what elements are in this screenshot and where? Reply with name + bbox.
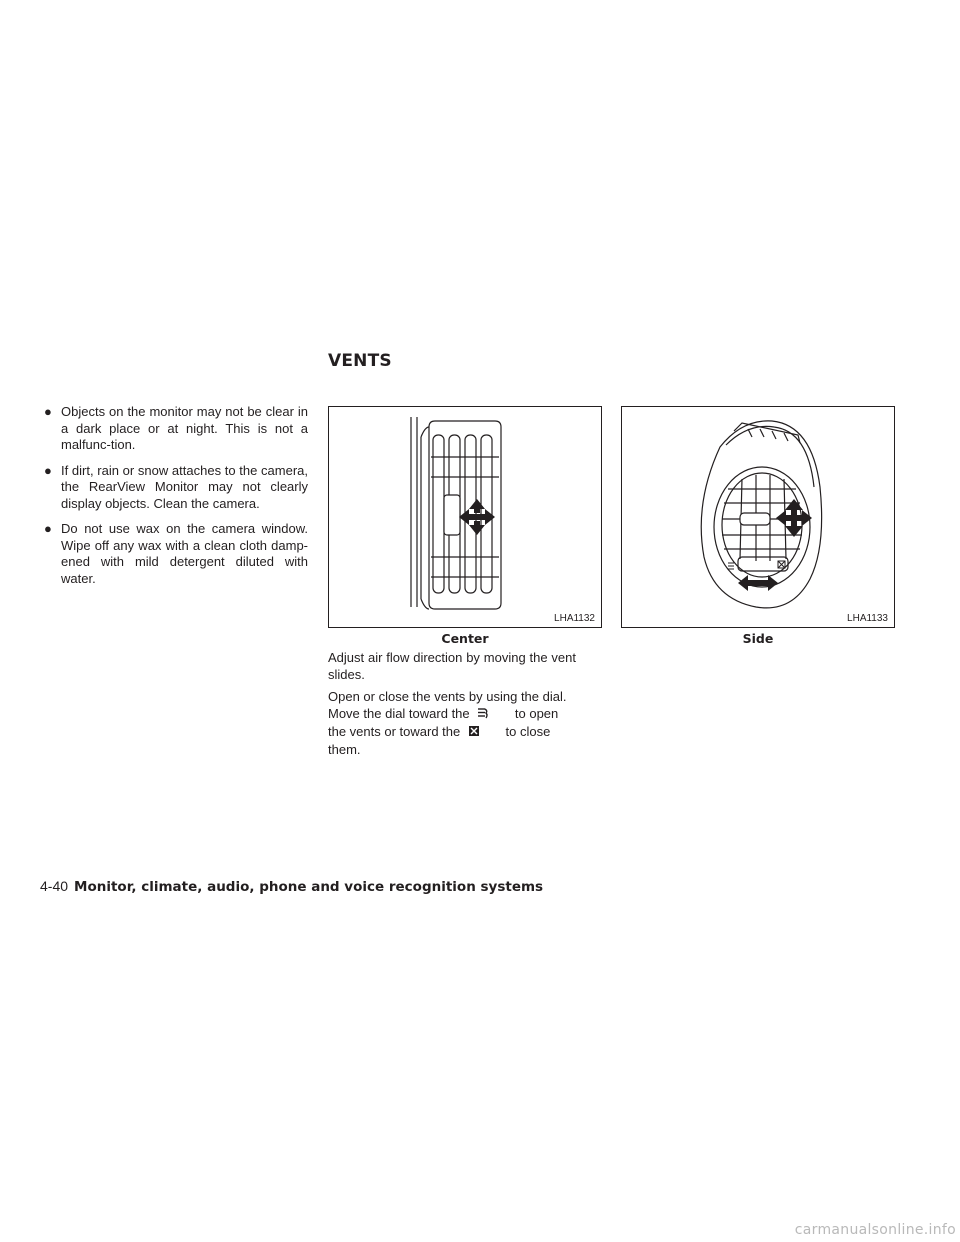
paragraph-adjust: Adjust air flow direction by moving the vent slides. — [328, 650, 576, 682]
list-item — [40, 521, 308, 587]
bullet-marker: ● — [44, 462, 52, 478]
bullet-marker: ● — [44, 404, 52, 419]
vent-close-icon — [468, 724, 480, 741]
page-footer — [40, 878, 543, 895]
figure-caption: Center — [441, 631, 489, 646]
figure-id: LHA1133 — [847, 613, 888, 624]
center-vent-illustration — [329, 407, 601, 627]
vent-open-icon — [477, 706, 489, 723]
list-item — [40, 463, 308, 513]
bullet-text: Objects on the monitor may not be clear in a dark place or at night. This is not a malfunc-tion. — [61, 404, 308, 452]
figure-caption: Side — [742, 631, 774, 646]
side-vent-figure — [621, 406, 895, 628]
chapter-title: Monitor, climate, audio, phone and voice recognition systems — [74, 879, 544, 895]
figure-id: LHA1132 — [554, 613, 595, 624]
horizontal-arrow-icon — [738, 575, 778, 591]
paragraph-text: to close them. — [328, 724, 551, 757]
center-vent-figure — [328, 406, 602, 628]
bullet-list — [40, 404, 308, 596]
watermark: carmanualsonline.info — [794, 1222, 956, 1238]
section-title: VENTS — [328, 351, 392, 371]
paragraph-text: to open the vents or toward the — [328, 706, 559, 739]
page-number: 4-40 — [40, 878, 69, 894]
bullet-text: If dirt, rain or snow attaches to the camera, the RearView Monitor may not clearly display objects. Clean the camera. — [61, 462, 308, 511]
bullet-text: Do not use wax on the camera window. Wipe off any wax with a clean cloth damp-ened with mild detergent diluted with water. — [61, 521, 308, 586]
side-vent-illustration — [622, 407, 894, 627]
bullet-marker: ● — [44, 521, 52, 536]
list-item — [40, 404, 308, 454]
paragraph-open-close — [328, 688, 576, 758]
paragraph-text: Open or close the vents by using the dial. Move the dial toward the — [328, 689, 567, 721]
